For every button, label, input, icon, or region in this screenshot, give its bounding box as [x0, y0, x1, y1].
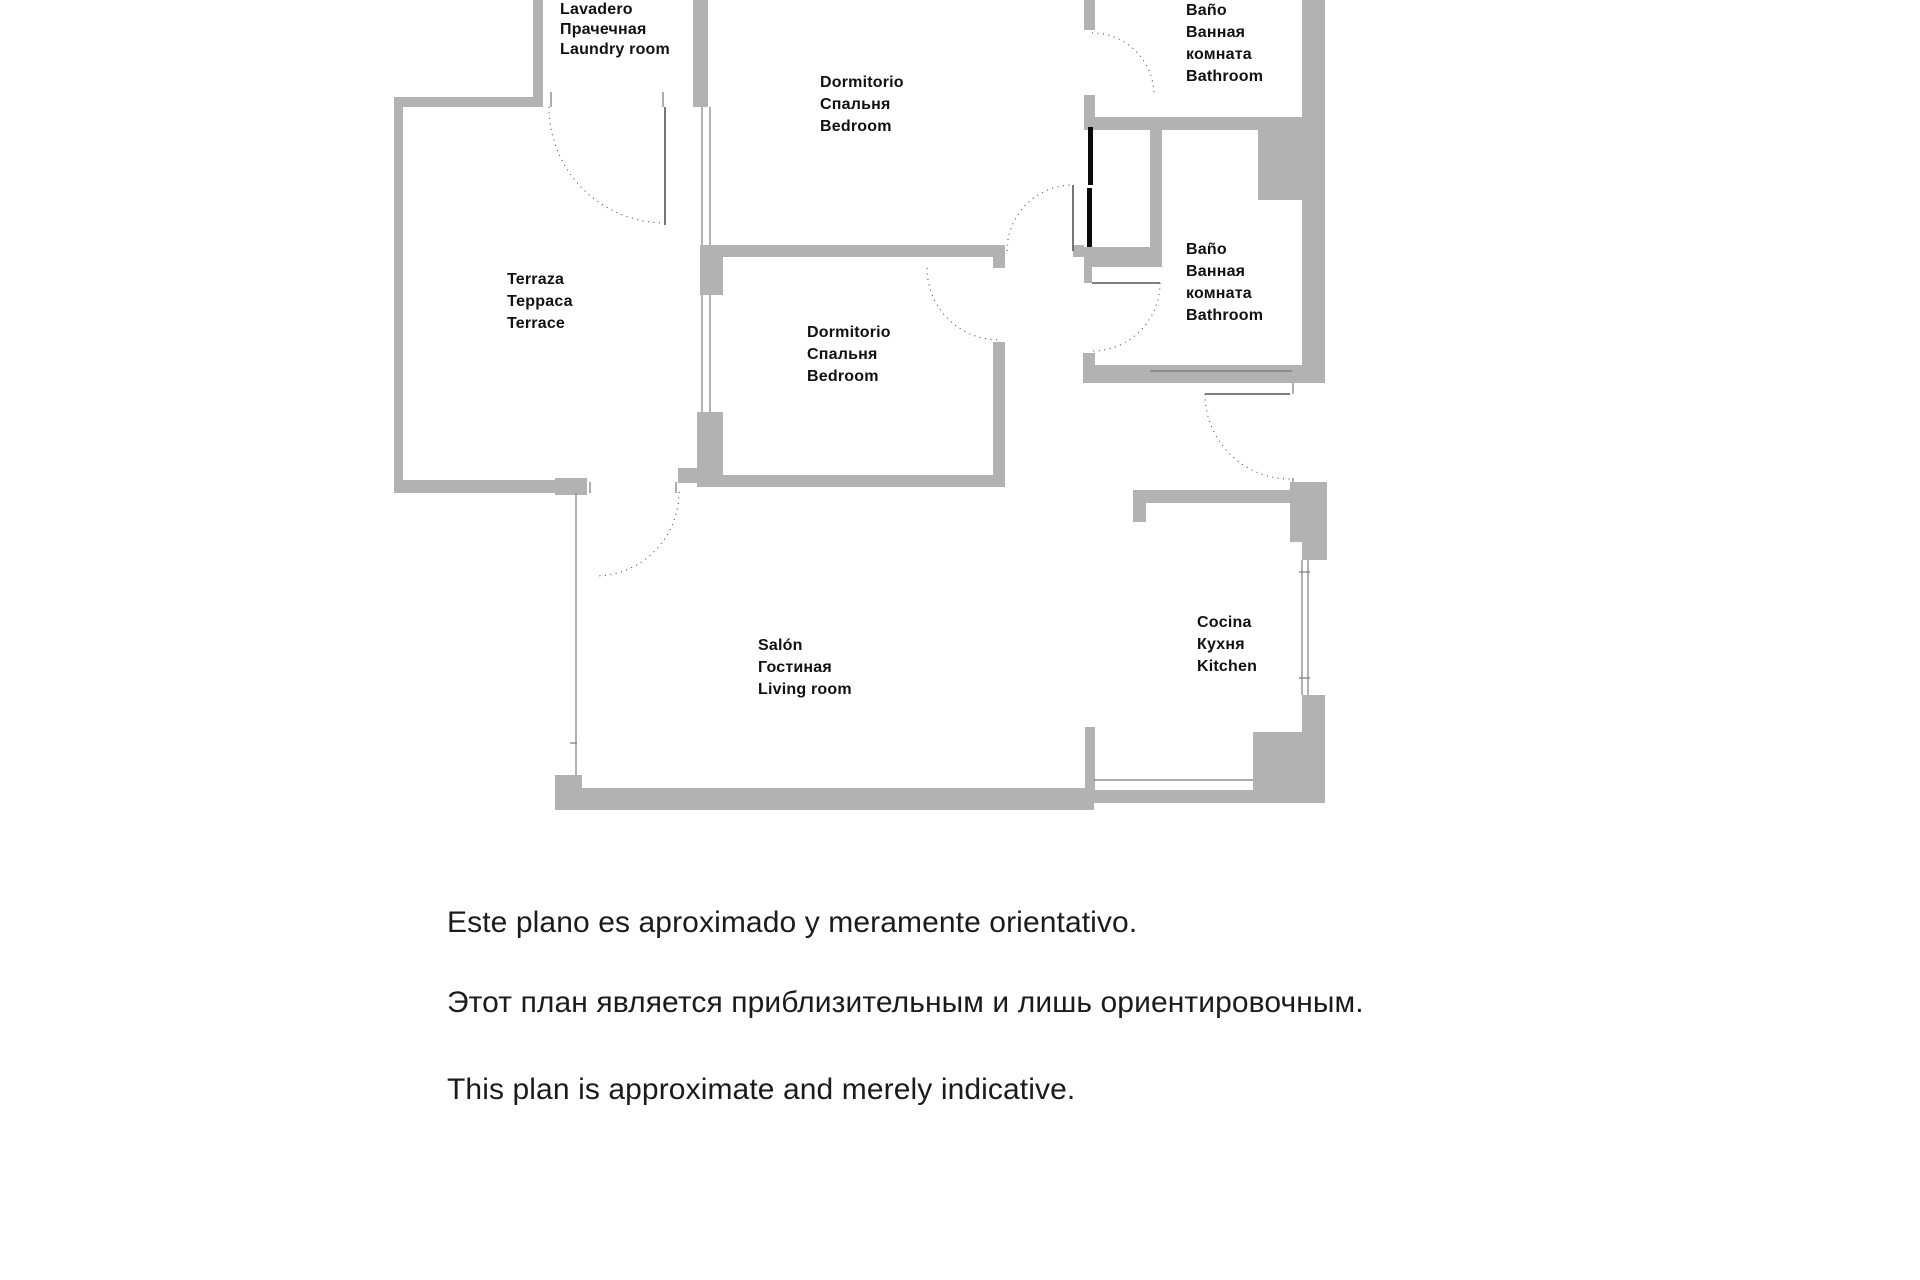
wall-kitchen-top — [1133, 490, 1290, 503]
room-label-line: Lavadero — [560, 1, 633, 18]
wall-bed2-ne-block — [993, 245, 1005, 268]
room-label-line: Kitchen — [1197, 658, 1258, 675]
room-label-bathroom-middle — [1186, 239, 1263, 327]
room-label-line: Cocina — [1197, 614, 1252, 631]
wall-closet-bottom — [1084, 247, 1162, 267]
door-arc-bedroom1 — [1007, 185, 1073, 251]
room-label-line: Terraza — [507, 271, 565, 288]
room-label-line: Terrace — [507, 315, 566, 332]
room-label-line: Living room — [758, 681, 852, 698]
room-label-line: Bathroom — [1186, 68, 1264, 85]
door-arc-bath1 — [1092, 33, 1154, 95]
room-label-bedroom-middle — [807, 322, 891, 388]
room-label-living-room — [758, 635, 852, 701]
door-arc-laundry — [549, 107, 665, 223]
wall-terrace-top — [394, 97, 543, 107]
wall-kitchen-ne-pillar — [1290, 482, 1327, 542]
wall-right-outer — [1302, 0, 1325, 383]
wall-bath2-door-jamb — [1084, 267, 1092, 283]
room-label-line: Ванная — [1186, 263, 1246, 280]
door-arc-salon — [595, 492, 679, 576]
room-label-line: Bathroom — [1186, 307, 1264, 324]
wall-bottom-left-block — [555, 775, 582, 810]
room-label-line: комната — [1186, 46, 1252, 63]
closet-line-upper — [1088, 127, 1093, 185]
wall-kitchen-se-block — [1253, 732, 1325, 803]
room-label-line: Salón — [758, 637, 803, 654]
wall-bath1-west-upper — [1084, 0, 1095, 30]
wall-terrace-left — [394, 97, 403, 493]
wall-bath1-bottom — [1084, 117, 1302, 130]
room-label-line: Bedroom — [807, 368, 879, 385]
disclaimer-russian: Этот план является приблизительным и лишь ориентировочным. — [447, 986, 1364, 1019]
closet-black-line — [1087, 127, 1093, 247]
wall-laundry-left — [533, 0, 543, 107]
room-label-terrace — [507, 269, 573, 335]
room-label-line: Bedroom — [820, 118, 892, 135]
room-label-bedroom-top — [820, 72, 904, 138]
room-label-bathroom-top — [1186, 0, 1263, 88]
wall-bed2-bottom — [723, 475, 1005, 487]
disclaimer-english: This plan is approximate and merely indicative. — [447, 1073, 1076, 1106]
room-label-line: Прачечная — [560, 21, 647, 38]
wall-bed1-door-stub — [1073, 245, 1084, 257]
wall-kitchen-finger — [1085, 727, 1095, 790]
wall-bed2-nw-pillar — [700, 245, 723, 295]
room-label-line: Спальня — [807, 346, 878, 363]
wall-kitchen-ne-step — [1302, 542, 1327, 560]
wall-bath1-west-lower — [1084, 95, 1095, 117]
room-label-line: Ванная — [1186, 24, 1246, 41]
wall-closet-right — [1150, 128, 1162, 247]
room-label-line: Терраса — [507, 293, 573, 310]
room-label-line: комната — [1186, 285, 1252, 302]
room-label-line: Спальня — [820, 96, 891, 113]
wall-terrace-bottom-end — [555, 478, 587, 495]
door-arc-bath2 — [1092, 283, 1160, 351]
wall-bottom-main — [582, 788, 1094, 810]
wall-bed2-sw-pillar — [697, 412, 723, 487]
wall-laundry-right — [693, 0, 708, 107]
wall-bed2-right — [993, 342, 1005, 487]
room-label-line: Кухня — [1197, 636, 1245, 653]
wall-bath2-bottom — [1083, 365, 1325, 383]
room-label-line: Dormitorio — [820, 74, 904, 91]
room-label-line: Baño — [1186, 241, 1227, 258]
door-arc-entrance — [1205, 394, 1290, 479]
wall-hall-chunk — [1258, 130, 1302, 200]
wall-kitchen-top-end — [1133, 490, 1146, 522]
room-label-line: Гостиная — [758, 659, 832, 676]
room-label-line: Dormitorio — [807, 324, 891, 341]
wall-bedrooms-divider — [700, 245, 1005, 257]
room-label-laundry — [560, 0, 670, 60]
disclaimer-spanish: Este plano es aproximado y meramente orientativo. — [447, 906, 1138, 939]
room-label-line: Baño — [1186, 2, 1227, 19]
room-label-kitchen — [1197, 612, 1257, 678]
room-label-line: Laundry room — [560, 41, 670, 58]
door-arc-bedroom2 — [927, 268, 999, 340]
closet-line-lower — [1087, 188, 1092, 247]
wall-bed2-sw-step — [678, 468, 700, 483]
